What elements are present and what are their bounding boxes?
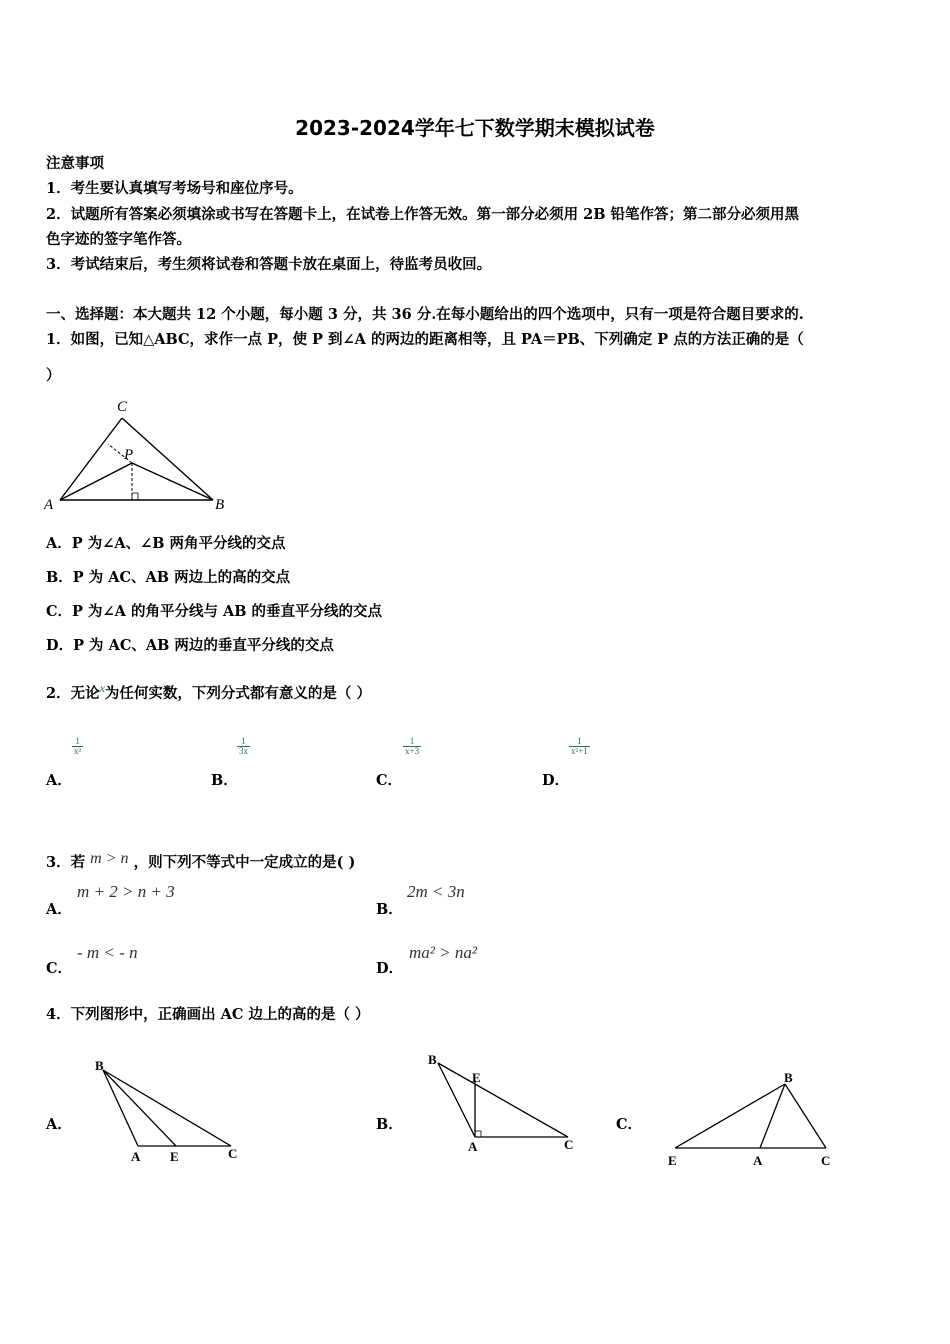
page-title: 2023-2024学年七下数学期末模拟试卷 bbox=[295, 116, 655, 140]
q2-option-d-label: D． bbox=[542, 772, 570, 789]
q4c-label-b: B bbox=[784, 1070, 793, 1085]
q1-label-a: A bbox=[44, 497, 54, 513]
section-heading: 一、选择题：本大题共 12 个小题，每小题 3 分，共 36 分.在每小题给出的四个选项中，只有一项是符合题目要求的. bbox=[46, 306, 804, 323]
q3-option-a-label: A． bbox=[46, 901, 72, 918]
q4b-label-c: C bbox=[564, 1137, 574, 1152]
q2-option-c-num: 1 bbox=[403, 737, 421, 747]
q4c-label-c: C bbox=[821, 1153, 831, 1168]
q3-option-c-label: C． bbox=[46, 960, 73, 977]
q2-option-a-num: 1 bbox=[72, 737, 83, 747]
q3-option-c-expr: - m < - n bbox=[77, 943, 138, 962]
q1-triangle-figure bbox=[40, 393, 240, 518]
q2-stem bbox=[46, 681, 371, 703]
q4c-label-e: E bbox=[668, 1153, 677, 1168]
q2-option-a-den: x² bbox=[74, 746, 82, 757]
q3-condition: m > n bbox=[90, 850, 129, 867]
q1-option-d: D．P 为 AC、AB 两边的垂直平分线的交点 bbox=[46, 637, 334, 654]
q4a-label-e: E bbox=[170, 1149, 179, 1164]
q1-option-b: B．P 为 AC、AB 两边上的高的交点 bbox=[46, 569, 291, 586]
q1-label-c: C bbox=[117, 399, 128, 415]
notice-item-1: 1．考生要认真填写考场号和座位序号。 bbox=[46, 180, 303, 197]
q4-option-a-label: A． bbox=[46, 1116, 72, 1133]
q3-option-b-expr: 2m < 3n bbox=[407, 882, 465, 901]
q4b-label-e: E bbox=[472, 1070, 481, 1085]
q2-option-c-fraction bbox=[403, 737, 421, 757]
q2-option-b-den: 3x bbox=[239, 746, 248, 757]
q2-option-d-fraction bbox=[569, 737, 590, 757]
q2-option-a-fraction bbox=[72, 737, 83, 757]
q4-figure-b bbox=[420, 1045, 590, 1160]
q4-option-c-label: C． bbox=[616, 1116, 643, 1133]
q2-option-b-fraction bbox=[237, 737, 250, 757]
q3-option-a-expr: m + 2 > n + 3 bbox=[77, 882, 175, 901]
q2-option-b-num: 1 bbox=[237, 737, 250, 747]
q2-variable: x bbox=[99, 681, 105, 695]
q3-option-b-label: B． bbox=[376, 901, 403, 918]
q4a-label-a: A bbox=[131, 1149, 141, 1164]
q2-option-d-num: 1 bbox=[569, 737, 590, 747]
q2-stem-suffix: 为任何实数，下列分式都有意义的是（ ） bbox=[104, 685, 371, 702]
q4-figure-c bbox=[660, 1062, 845, 1177]
q2-option-c-label: C． bbox=[376, 772, 403, 789]
q1-stem: 1．如图，已知△ABC，求作一点 P，使 P 到∠A 的两边的距离相等，且 PA＝PB、下列确定 P 点的方法正确的是（ bbox=[46, 331, 804, 348]
q3-option-d-label: D． bbox=[376, 960, 404, 977]
q3-stem-prefix: 3．若 bbox=[46, 854, 86, 871]
q2-option-a-label: A． bbox=[46, 772, 72, 789]
notice-heading: 注意事项 bbox=[46, 155, 104, 172]
q1-option-a: A．P 为∠A、∠B 两角平分线的交点 bbox=[46, 535, 286, 552]
q4a-label-c: C bbox=[228, 1146, 238, 1161]
q2-option-d-den: x²+1 bbox=[571, 746, 588, 757]
q4a-label-b: B bbox=[95, 1058, 104, 1073]
q4-option-b-label: B． bbox=[376, 1116, 403, 1133]
q4c-label-a: A bbox=[753, 1153, 763, 1168]
q4-figure-a bbox=[88, 1050, 248, 1165]
q2-option-b-label: B． bbox=[211, 772, 238, 789]
q1-label-b: B bbox=[215, 497, 225, 513]
q3-stem bbox=[46, 850, 355, 872]
q1-stem-cont: ） bbox=[46, 367, 61, 384]
notice-item-3: 3．考试结束后，考生须将试卷和答题卡放在桌面上，待监考员收回。 bbox=[46, 256, 492, 273]
notice-item-2-cont: 色字迹的签字笔作答。 bbox=[46, 231, 191, 248]
q1-label-p: P bbox=[124, 447, 134, 463]
q1-option-c: C．P 为∠A 的角平分线与 AB 的垂直平分线的交点 bbox=[46, 603, 383, 620]
notice-item-2: 2．试题所有答案必须填涂或书写在答题卡上，在试卷上作答无效。第一部分必须用 2B 铅笔作答；第二部分必须用黑 bbox=[46, 206, 800, 223]
q4b-label-b: B bbox=[428, 1052, 437, 1067]
q3-stem-suffix: ，则下列不等式中一定成立的是( ) bbox=[133, 854, 356, 871]
q2-option-c-den: x+3 bbox=[405, 746, 420, 757]
q4-stem: 4．下列图形中，正确画出 AC 边上的高的是（ ） bbox=[46, 1006, 370, 1023]
q3-option-d-expr: ma² > na² bbox=[409, 943, 477, 962]
q4b-label-a: A bbox=[468, 1139, 478, 1154]
q2-stem-prefix: 2．无论 bbox=[46, 685, 100, 702]
